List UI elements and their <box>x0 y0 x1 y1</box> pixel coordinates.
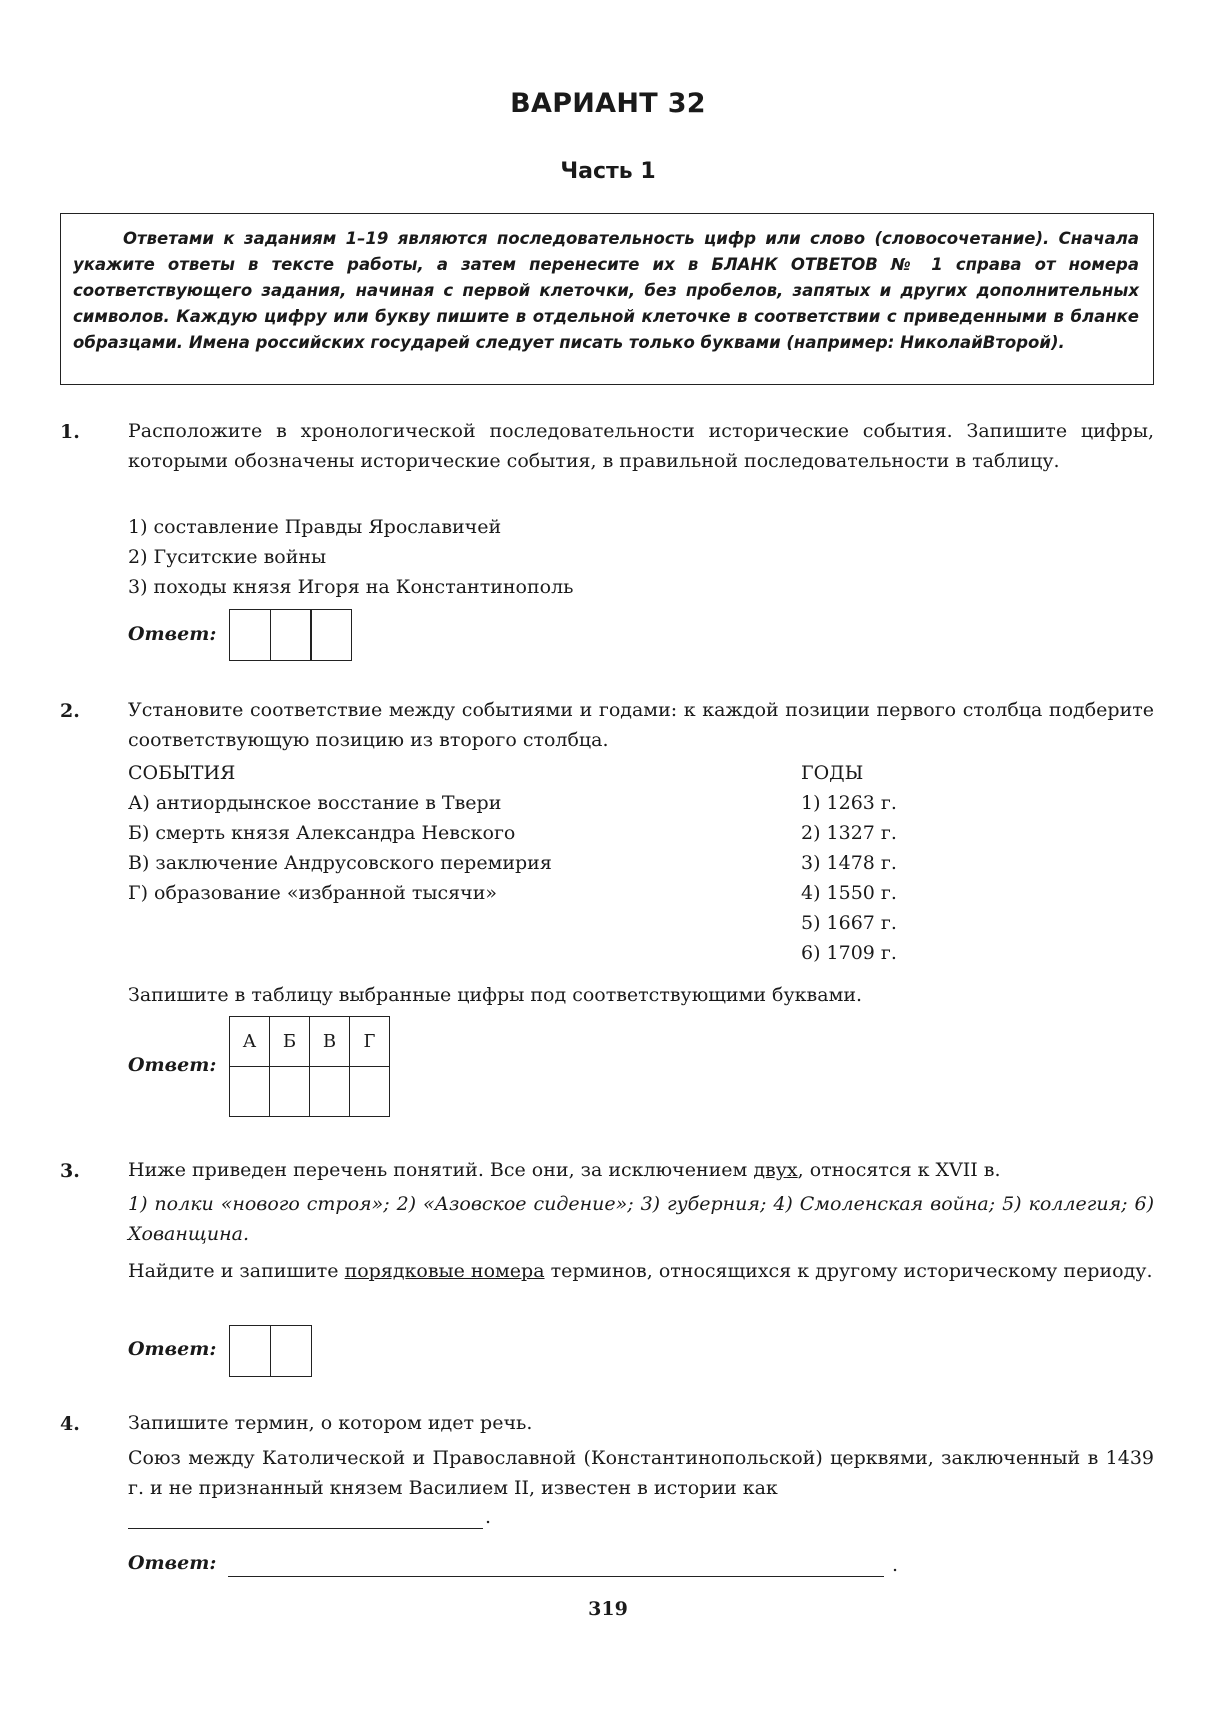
question-4-title: Запишите термин, о котором идет речь. <box>128 1412 533 1434</box>
period: . <box>485 1506 492 1528</box>
question-4-answer-label: Ответ: <box>128 1552 217 1574</box>
answer-cell[interactable] <box>230 1067 270 1117</box>
year-item: 2) 1327 г. <box>801 822 897 844</box>
question-2-footer: Запишите в таблицу выбранные цифры под соответствующими буквами. <box>128 984 863 1006</box>
question-2-number: 2. <box>60 700 80 722</box>
answer-cell[interactable] <box>350 1067 390 1117</box>
year-item: 6) 1709 г. <box>801 942 897 964</box>
question-4-blank[interactable] <box>128 1528 483 1529</box>
event-item: В) заключение Андрусовского перемирия <box>128 852 552 874</box>
answer-cell[interactable] <box>270 1325 312 1377</box>
question-1-item-2: 2) Гуситские войны <box>128 546 327 568</box>
question-1-text: Расположите в хронологической последовательности исторические события. Запишите цифры, которыми обозначены исторические события, в правильной последовательности в таблицу. <box>128 420 1154 472</box>
event-item: А) антиордынское восстание в Твери <box>128 792 502 814</box>
period: . <box>892 1554 899 1576</box>
underlined-phrase: порядковые номера <box>344 1260 545 1282</box>
underlined-word: двух <box>753 1159 798 1181</box>
question-4-answer-line[interactable] <box>228 1576 884 1577</box>
page-number: 319 <box>588 1598 628 1620</box>
question-1-item-1: 1) составление Правды Ярославичей <box>128 516 502 538</box>
year-item: 1) 1263 г. <box>801 792 897 814</box>
answer-cell[interactable] <box>270 1067 310 1117</box>
question-3-number: 3. <box>60 1160 80 1182</box>
answer-letter-b: Б <box>270 1017 310 1067</box>
year-item: 3) 1478 г. <box>801 852 897 874</box>
question-1-answer-label: Ответ: <box>128 623 217 645</box>
answer-cell[interactable] <box>229 1325 271 1377</box>
question-2-answer-label: Ответ: <box>128 1054 217 1076</box>
question-2-text: Установите соответствие между событиями и годами: к каждой позиции первого столбца подберите соответствующую позицию из второго столбца. <box>128 699 1154 751</box>
question-3-list: 1) полки «нового строя»; 2) «Азовское сидение»; 3) губерния; 4) Смоленская война; 5) коллегия; 6) Хованщина. <box>128 1193 1154 1245</box>
answer-letter-a: А <box>230 1017 270 1067</box>
years-header: ГОДЫ <box>801 762 864 784</box>
question-1-item-3: 3) походы князя Игоря на Константинополь <box>128 576 574 598</box>
answer-letter-g: Г <box>350 1017 390 1067</box>
variant-title: ВАРИАНТ 32 <box>510 88 706 119</box>
question-3-text: Ниже приведен перечень понятий. Все они, за исключением двух, относятся к XVII в. <box>128 1159 1001 1181</box>
question-1-answer-cells <box>229 609 352 661</box>
event-item: Г) образование «избранной тысячи» <box>128 882 497 904</box>
question-1-number: 1. <box>60 421 80 443</box>
question-4-text: Союз между Католической и Православной (Константинопольской) церквями, заключенный в 1439 г. и не признанный князем Василием II, известен в истории как <box>128 1447 1154 1499</box>
answer-cell[interactable] <box>310 1067 350 1117</box>
answer-cell[interactable] <box>310 609 352 661</box>
answer-cell[interactable] <box>229 609 271 661</box>
event-item: Б) смерть князя Александра Невского <box>128 822 516 844</box>
question-3-instruction: Найдите и запишите порядковые номера терминов, относящихся к другому историческому периоду. <box>128 1260 1153 1282</box>
instructions-box: Ответами к заданиям 1–19 являются последовательность цифр или слово (словосочетание). Сначала укажите ответы в тексте работы, а затем перенесите их в БЛАНК ОТВЕТОВ № 1 справа от номера соответствующего задания, начиная с первой клеточки, без пробелов, запятых и других дополнительных символов. Каждую цифру или букву пишите в отдельной клеточке в соответствии с приведенными в бланке образцами. Имена российских государей следует писать только буквами (например: НиколайВторой). <box>60 213 1154 385</box>
answer-cell[interactable] <box>270 609 312 661</box>
part-title: Часть 1 <box>560 159 656 184</box>
year-item: 4) 1550 г. <box>801 882 897 904</box>
events-header: СОБЫТИЯ <box>128 762 236 784</box>
question-3-answer-label: Ответ: <box>128 1338 217 1360</box>
question-3-answer-cells <box>229 1325 312 1377</box>
year-item: 5) 1667 г. <box>801 912 897 934</box>
answer-letter-v: В <box>310 1017 350 1067</box>
question-4-number: 4. <box>60 1413 80 1435</box>
question-2-answer-table <box>229 1016 390 1117</box>
